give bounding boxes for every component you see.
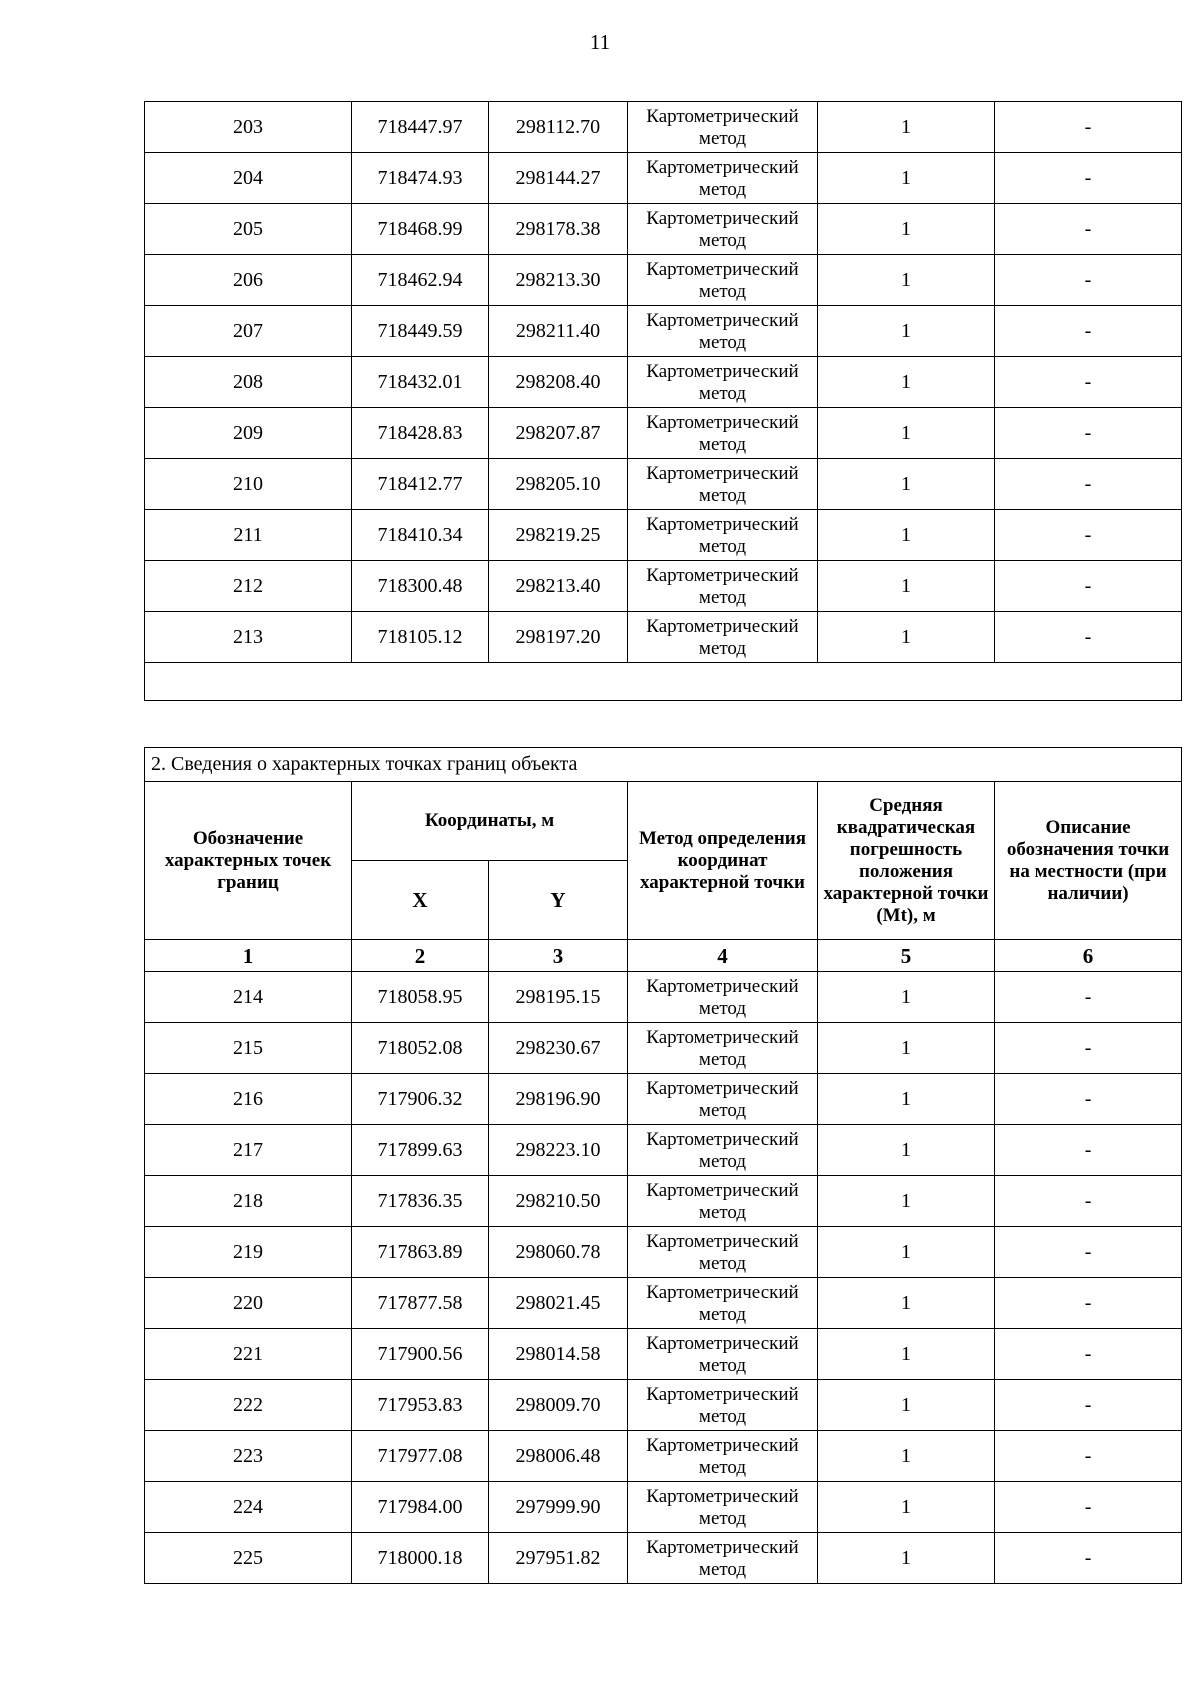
table-row [145,1074,1182,1125]
y-cell: 298213.40 [489,561,628,612]
x-cell: 718449.59 [352,306,489,357]
coordinates-table-continued [144,101,1182,701]
table-row [145,204,1182,255]
table-row [145,561,1182,612]
table-row [145,306,1182,357]
method-cell [628,1227,818,1278]
point-cell: 224 [145,1482,352,1533]
method-cell [628,153,818,204]
method-cell [628,561,818,612]
mean-error-cell: 1 [818,204,995,255]
x-cell: 717984.00 [352,1482,489,1533]
column-number: 2 [352,940,489,972]
x-cell: 717877.58 [352,1278,489,1329]
method-cell [628,1125,818,1176]
y-cell: 298196.90 [489,1074,628,1125]
column-number: 5 [818,940,995,972]
point-cell: 225 [145,1533,352,1584]
method-text: Картометрический [646,309,799,331]
description-cell: - [995,1278,1182,1329]
method-text: Картометрический [646,1026,799,1048]
mean-error-cell: 1 [818,153,995,204]
method-cell [628,1329,818,1380]
mean-error-cell: 1 [818,612,995,663]
point-cell: 205 [145,204,352,255]
mean-error-cell: 1 [818,1278,995,1329]
x-cell: 718428.83 [352,408,489,459]
method-text: Картометрический [646,1485,799,1507]
method-cell [628,459,818,510]
x-cell: 717953.83 [352,1380,489,1431]
description-cell: - [995,255,1182,306]
header-mean-error: Средняя квадратическая погрешность положения характерной точки (Mt), м [818,782,995,940]
header-description: Описание обозначения точки на местности (при наличии) [995,782,1182,940]
mean-error-cell: 1 [818,459,995,510]
point-cell: 206 [145,255,352,306]
description-cell: - [995,612,1182,663]
method-text: Картометрический [646,975,799,997]
method-cell [628,1380,818,1431]
table-row [145,510,1182,561]
method-text: Картометрический [646,156,799,178]
description-cell: - [995,459,1182,510]
description-cell: - [995,204,1182,255]
mean-error-cell: 1 [818,1431,995,1482]
y-cell: 298205.10 [489,459,628,510]
table-row [145,1533,1182,1584]
description-cell: - [995,1125,1182,1176]
method-text: метод [698,178,747,200]
method-text: метод [698,1252,747,1274]
point-cell: 215 [145,1023,352,1074]
y-cell: 298014.58 [489,1329,628,1380]
y-cell: 298208.40 [489,357,628,408]
y-cell: 298144.27 [489,153,628,204]
description-cell: - [995,1227,1182,1278]
point-cell: 219 [145,1227,352,1278]
y-cell: 298195.15 [489,972,628,1023]
method-text: метод [698,382,747,404]
point-cell: 207 [145,306,352,357]
column-number: 3 [489,940,628,972]
description-cell: - [995,1431,1182,1482]
method-text: Картометрический [646,1434,799,1456]
method-text: метод [698,997,747,1019]
table-row [145,1227,1182,1278]
description-cell: - [995,153,1182,204]
mean-error-cell: 1 [818,1074,995,1125]
method-cell [628,357,818,408]
y-cell: 298213.30 [489,255,628,306]
method-cell [628,510,818,561]
description-cell: - [995,357,1182,408]
y-cell: 298230.67 [489,1023,628,1074]
y-cell: 297951.82 [489,1533,628,1584]
method-text: метод [698,229,747,251]
method-text: метод [698,433,747,455]
column-number: 1 [145,940,352,972]
x-cell: 718432.01 [352,357,489,408]
mean-error-cell: 1 [818,510,995,561]
mean-error-cell: 1 [818,357,995,408]
description-cell: - [995,306,1182,357]
x-cell: 718058.95 [352,972,489,1023]
method-text: Картометрический [646,1281,799,1303]
header-method: Метод определения координат характерной точки [628,782,818,940]
mean-error-cell: 1 [818,306,995,357]
method-text: Картометрический [646,615,799,637]
x-cell: 718412.77 [352,459,489,510]
table-row [145,1329,1182,1380]
description-cell: - [995,1380,1182,1431]
x-cell: 717906.32 [352,1074,489,1125]
method-text: Картометрический [646,1179,799,1201]
method-text: Картометрический [646,564,799,586]
method-text: метод [698,586,747,608]
y-cell: 298207.87 [489,408,628,459]
point-cell: 222 [145,1380,352,1431]
method-text: Картометрический [646,1332,799,1354]
description-cell: - [995,1023,1182,1074]
method-text: метод [698,484,747,506]
description-cell: - [995,1482,1182,1533]
method-cell [628,1074,818,1125]
y-cell: 298210.50 [489,1176,628,1227]
description-cell: - [995,510,1182,561]
point-cell: 209 [145,408,352,459]
table-row [145,1431,1182,1482]
description-cell: - [995,408,1182,459]
point-cell: 210 [145,459,352,510]
mean-error-cell: 1 [818,561,995,612]
empty-row [145,663,1182,701]
mean-error-cell: 1 [818,1176,995,1227]
x-cell: 717863.89 [352,1227,489,1278]
x-cell: 718300.48 [352,561,489,612]
method-text: Картометрический [646,105,799,127]
mean-error-cell: 1 [818,1227,995,1278]
method-text: метод [698,1099,747,1121]
x-cell: 718105.12 [352,612,489,663]
table-row [145,1380,1182,1431]
method-text: метод [698,331,747,353]
method-text: Картометрический [646,1128,799,1150]
table-row [145,255,1182,306]
description-cell: - [995,561,1182,612]
point-cell: 220 [145,1278,352,1329]
column-number: 6 [995,940,1182,972]
table-row [145,408,1182,459]
x-cell: 718447.97 [352,102,489,153]
mean-error-cell: 1 [818,255,995,306]
method-text: метод [698,1558,747,1580]
method-cell [628,1431,818,1482]
x-cell: 717977.08 [352,1431,489,1482]
table-row [145,1023,1182,1074]
boundary-points-table [144,747,1182,1584]
page-number: 11 [589,30,611,54]
method-text: метод [698,637,747,659]
method-text: Картометрический [646,1230,799,1252]
method-text: Картометрический [646,207,799,229]
method-cell [628,612,818,663]
y-cell: 298178.38 [489,204,628,255]
method-cell [628,408,818,459]
header-y: Y [489,861,628,940]
boundary-points-table-body [145,972,1182,1584]
table-row [145,357,1182,408]
x-cell: 718462.94 [352,255,489,306]
method-text: Картометрический [646,411,799,433]
point-cell: 208 [145,357,352,408]
method-text: Картометрический [646,258,799,280]
point-cell: 218 [145,1176,352,1227]
method-text: метод [698,1507,747,1529]
point-cell: 212 [145,561,352,612]
table-row [145,972,1182,1023]
point-cell: 214 [145,972,352,1023]
method-text: метод [698,1048,747,1070]
y-cell: 298021.45 [489,1278,628,1329]
method-cell [628,1482,818,1533]
method-text: метод [698,1405,747,1427]
method-text: Картометрический [646,462,799,484]
coordinates-table-continued-body [145,102,1182,701]
method-text: метод [698,1456,747,1478]
point-cell: 217 [145,1125,352,1176]
point-cell: 211 [145,510,352,561]
description-cell: - [995,102,1182,153]
method-text: метод [698,1150,747,1172]
mean-error-cell: 1 [818,1533,995,1584]
table-row [145,1176,1182,1227]
method-text: метод [698,535,747,557]
x-cell: 717900.56 [352,1329,489,1380]
y-cell: 298060.78 [489,1227,628,1278]
table-row [145,1125,1182,1176]
table-row [145,102,1182,153]
y-cell: 298197.20 [489,612,628,663]
description-cell: - [995,1074,1182,1125]
method-text: метод [698,1201,747,1223]
point-cell: 216 [145,1074,352,1125]
header-point-designation: Обозначение характерных точек границ [145,782,352,940]
mean-error-cell: 1 [818,408,995,459]
description-cell: - [995,1329,1182,1380]
mean-error-cell: 1 [818,1329,995,1380]
method-cell [628,972,818,1023]
table-row [145,459,1182,510]
method-cell [628,255,818,306]
y-cell: 298112.70 [489,102,628,153]
table-row [145,1482,1182,1533]
y-cell: 298223.10 [489,1125,628,1176]
y-cell: 298211.40 [489,306,628,357]
method-text: метод [698,127,747,149]
description-cell: - [995,972,1182,1023]
method-text: метод [698,1303,747,1325]
method-text: метод [698,1354,747,1376]
table-title: 2. Сведения о характерных точках границ объекта [145,748,1182,782]
method-text: Картометрический [646,1536,799,1558]
description-cell: - [995,1533,1182,1584]
description-cell: - [995,1176,1182,1227]
x-cell: 718468.99 [352,204,489,255]
method-cell [628,306,818,357]
method-text: Картометрический [646,360,799,382]
mean-error-cell: 1 [818,1023,995,1074]
method-cell [628,1023,818,1074]
y-cell: 298219.25 [489,510,628,561]
x-cell: 718474.93 [352,153,489,204]
table-row [145,612,1182,663]
point-cell: 213 [145,612,352,663]
point-cell: 203 [145,102,352,153]
mean-error-cell: 1 [818,1482,995,1533]
point-cell: 223 [145,1431,352,1482]
table-row [145,153,1182,204]
method-text: Картометрический [646,1383,799,1405]
mean-error-cell: 1 [818,972,995,1023]
mean-error-cell: 1 [818,1380,995,1431]
method-cell [628,1176,818,1227]
x-cell: 718000.18 [352,1533,489,1584]
x-cell: 718410.34 [352,510,489,561]
y-cell: 298009.70 [489,1380,628,1431]
y-cell: 298006.48 [489,1431,628,1482]
method-cell [628,1533,818,1584]
method-text: метод [698,280,747,302]
method-cell [628,204,818,255]
mean-error-cell: 1 [818,1125,995,1176]
point-cell: 221 [145,1329,352,1380]
y-cell: 297999.90 [489,1482,628,1533]
table-row [145,1278,1182,1329]
empty-cell [145,663,1182,701]
method-cell [628,102,818,153]
method-text: Картометрический [646,1077,799,1099]
mean-error-cell: 1 [818,102,995,153]
x-cell: 718052.08 [352,1023,489,1074]
point-cell: 204 [145,153,352,204]
header-x: X [352,861,489,940]
header-coordinates: Координаты, м [352,782,628,861]
x-cell: 717899.63 [352,1125,489,1176]
method-cell [628,1278,818,1329]
x-cell: 717836.35 [352,1176,489,1227]
column-number: 4 [628,940,818,972]
method-text: Картометрический [646,513,799,535]
